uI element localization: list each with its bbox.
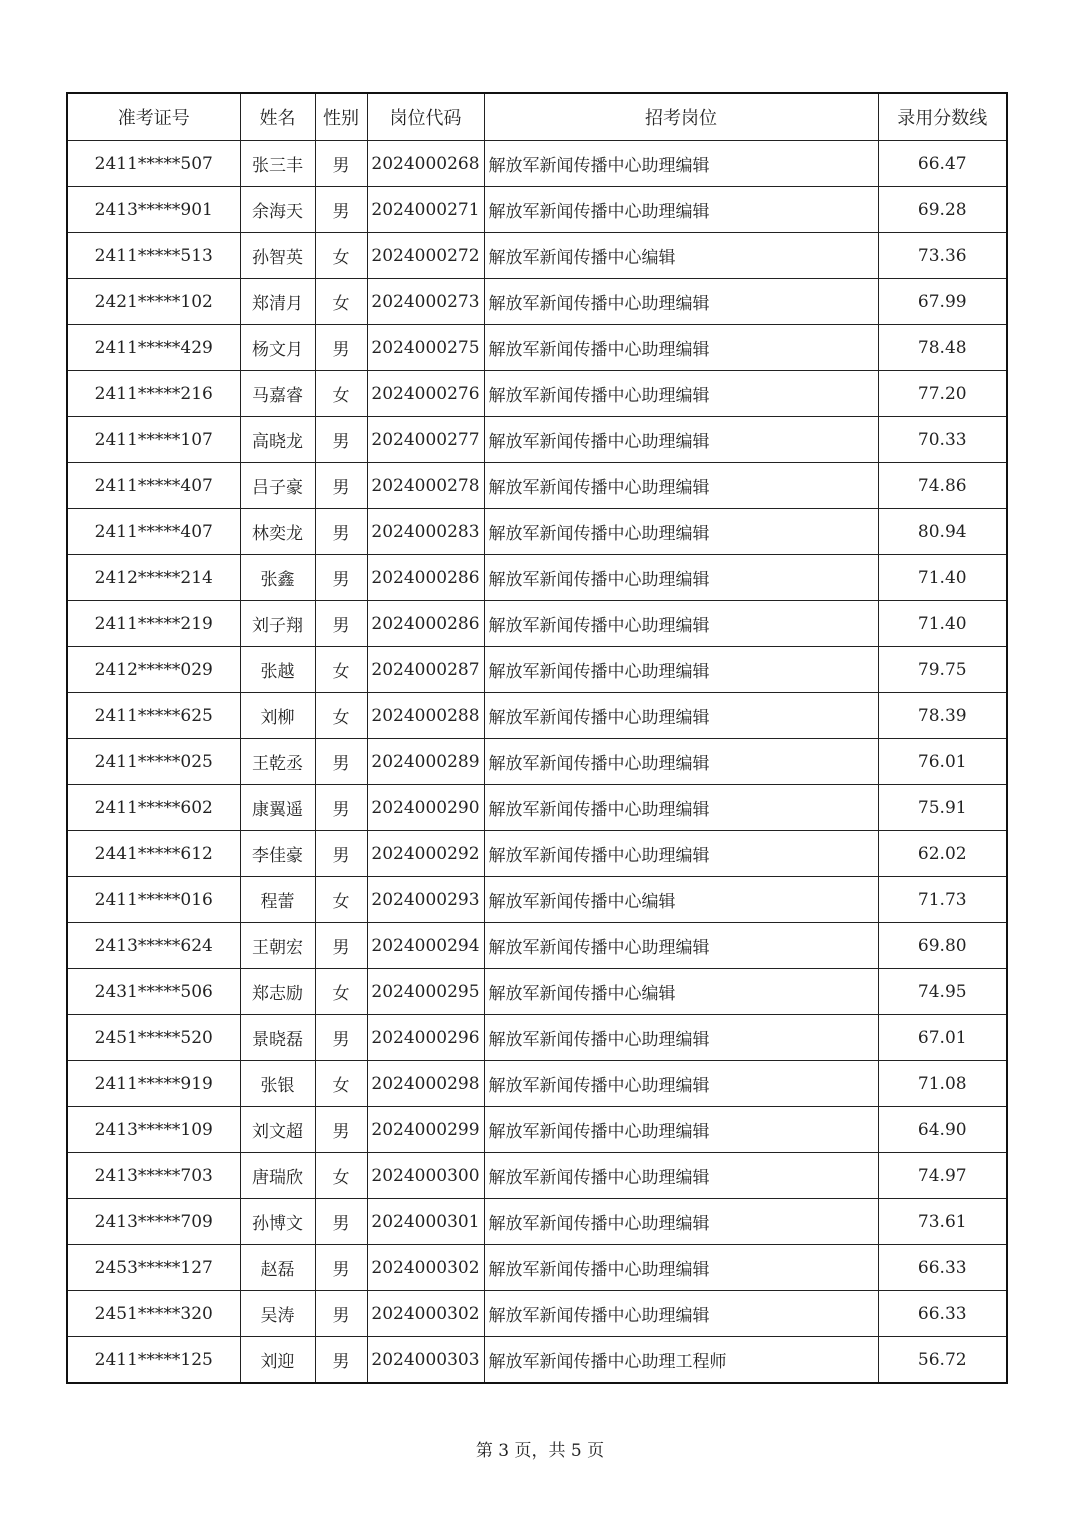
cell-exam-id: 2413*****901 [67, 187, 240, 233]
cell-exam-id: 2451*****520 [67, 1015, 240, 1061]
cell-position-code: 2024000289 [367, 739, 484, 785]
cell-name: 康翼遥 [240, 785, 315, 831]
cell-position: 解放军新闻传播中心助理编辑 [484, 1107, 878, 1153]
cell-position: 解放军新闻传播中心助理编辑 [484, 1245, 878, 1291]
cell-exam-id: 2411*****216 [67, 371, 240, 417]
cell-score: 56.72 [878, 1337, 1007, 1384]
cell-position-code: 2024000286 [367, 555, 484, 601]
cell-position-code: 2024000275 [367, 325, 484, 371]
cell-position: 解放军新闻传播中心助理编辑 [484, 1291, 878, 1337]
cell-position: 解放军新闻传播中心助理编辑 [484, 555, 878, 601]
cell-name: 马嘉睿 [240, 371, 315, 417]
table-body [67, 141, 1007, 1384]
cell-name: 吕子豪 [240, 463, 315, 509]
cell-position: 解放军新闻传播中心助理编辑 [484, 325, 878, 371]
cell-gender: 女 [315, 233, 367, 279]
cell-name: 郑志励 [240, 969, 315, 1015]
cell-gender: 女 [315, 877, 367, 923]
cell-exam-id: 2411*****602 [67, 785, 240, 831]
cell-exam-id: 2411*****125 [67, 1337, 240, 1384]
cell-score: 73.36 [878, 233, 1007, 279]
cell-gender: 男 [315, 417, 367, 463]
table-row [67, 279, 1007, 325]
cell-score: 69.80 [878, 923, 1007, 969]
results-table [66, 92, 1008, 1384]
table-row [67, 1015, 1007, 1061]
table-row [67, 1107, 1007, 1153]
cell-score: 78.48 [878, 325, 1007, 371]
cell-name: 李佳豪 [240, 831, 315, 877]
cell-exam-id: 2411*****625 [67, 693, 240, 739]
cell-gender: 男 [315, 785, 367, 831]
cell-exam-id: 2441*****612 [67, 831, 240, 877]
cell-exam-id: 2411*****219 [67, 601, 240, 647]
cell-name: 高晓龙 [240, 417, 315, 463]
cell-position-code: 2024000290 [367, 785, 484, 831]
table-header [67, 93, 1007, 141]
cell-gender: 男 [315, 739, 367, 785]
cell-position-code: 2024000288 [367, 693, 484, 739]
cell-position: 解放军新闻传播中心助理编辑 [484, 1061, 878, 1107]
cell-gender: 女 [315, 647, 367, 693]
table-row [67, 463, 1007, 509]
table-row [67, 969, 1007, 1015]
cell-exam-id: 2413*****709 [67, 1199, 240, 1245]
table-row [67, 1337, 1007, 1384]
cell-score: 71.40 [878, 601, 1007, 647]
cell-position: 解放军新闻传播中心助理编辑 [484, 1199, 878, 1245]
cell-position-code: 2024000292 [367, 831, 484, 877]
cell-gender: 男 [315, 1337, 367, 1384]
cell-name: 刘迎 [240, 1337, 315, 1384]
cell-gender: 男 [315, 831, 367, 877]
cell-name: 吴涛 [240, 1291, 315, 1337]
cell-position: 解放军新闻传播中心助理工程师 [484, 1337, 878, 1384]
table-row [67, 325, 1007, 371]
cell-exam-id: 2411*****919 [67, 1061, 240, 1107]
cell-gender: 女 [315, 371, 367, 417]
table-row [67, 509, 1007, 555]
table-row [67, 785, 1007, 831]
cell-gender: 男 [315, 601, 367, 647]
cell-position: 解放军新闻传播中心助理编辑 [484, 647, 878, 693]
cell-name: 张三丰 [240, 141, 315, 187]
cell-score: 64.90 [878, 1107, 1007, 1153]
cell-position: 解放军新闻传播中心助理编辑 [484, 739, 878, 785]
cell-name: 赵磊 [240, 1245, 315, 1291]
cell-exam-id: 2413*****109 [67, 1107, 240, 1153]
cell-exam-id: 2413*****703 [67, 1153, 240, 1199]
cell-position-code: 2024000271 [367, 187, 484, 233]
cell-gender: 男 [315, 1015, 367, 1061]
cell-gender: 男 [315, 1199, 367, 1245]
cell-exam-id: 2411*****407 [67, 463, 240, 509]
cell-name: 孙博文 [240, 1199, 315, 1245]
cell-position: 解放军新闻传播中心助理编辑 [484, 923, 878, 969]
table-row [67, 647, 1007, 693]
cell-name: 王乾丞 [240, 739, 315, 785]
table-row [67, 1153, 1007, 1199]
cell-position-code: 2024000277 [367, 417, 484, 463]
table-row [67, 693, 1007, 739]
cell-position: 解放军新闻传播中心助理编辑 [484, 187, 878, 233]
header-name: 姓名 [240, 93, 315, 141]
cell-position-code: 2024000286 [367, 601, 484, 647]
cell-gender: 男 [315, 1107, 367, 1153]
cell-position: 解放军新闻传播中心编辑 [484, 877, 878, 923]
cell-score: 74.97 [878, 1153, 1007, 1199]
table-row [67, 1199, 1007, 1245]
cell-score: 66.33 [878, 1245, 1007, 1291]
cell-position: 解放军新闻传播中心编辑 [484, 969, 878, 1015]
cell-position: 解放军新闻传播中心助理编辑 [484, 509, 878, 555]
cell-exam-id: 2431*****506 [67, 969, 240, 1015]
cell-position-code: 2024000283 [367, 509, 484, 555]
cell-position-code: 2024000299 [367, 1107, 484, 1153]
table-row [67, 923, 1007, 969]
table-row [67, 555, 1007, 601]
cell-position: 解放军新闻传播中心助理编辑 [484, 463, 878, 509]
cell-gender: 女 [315, 969, 367, 1015]
cell-score: 78.39 [878, 693, 1007, 739]
cell-score: 71.40 [878, 555, 1007, 601]
table-row [67, 1245, 1007, 1291]
cell-position: 解放军新闻传播中心助理编辑 [484, 693, 878, 739]
cell-name: 余海天 [240, 187, 315, 233]
cell-gender: 男 [315, 141, 367, 187]
cell-gender: 女 [315, 693, 367, 739]
cell-position-code: 2024000276 [367, 371, 484, 417]
cell-score: 75.91 [878, 785, 1007, 831]
cell-position: 解放军新闻传播中心助理编辑 [484, 141, 878, 187]
cell-score: 70.33 [878, 417, 1007, 463]
cell-position-code: 2024000300 [367, 1153, 484, 1199]
cell-exam-id: 2453*****127 [67, 1245, 240, 1291]
cell-name: 刘子翔 [240, 601, 315, 647]
cell-exam-id: 2411*****513 [67, 233, 240, 279]
cell-position-code: 2024000302 [367, 1291, 484, 1337]
cell-score: 66.47 [878, 141, 1007, 187]
cell-gender: 女 [315, 1061, 367, 1107]
cell-position-code: 2024000278 [367, 463, 484, 509]
cell-gender: 男 [315, 1291, 367, 1337]
header-position-code: 岗位代码 [367, 93, 484, 141]
cell-name: 孙智英 [240, 233, 315, 279]
cell-position-code: 2024000294 [367, 923, 484, 969]
cell-name: 刘文超 [240, 1107, 315, 1153]
cell-exam-id: 2411*****407 [67, 509, 240, 555]
cell-exam-id: 2411*****507 [67, 141, 240, 187]
cell-score: 66.33 [878, 1291, 1007, 1337]
cell-name: 唐瑞欣 [240, 1153, 315, 1199]
header-exam-id: 准考证号 [67, 93, 240, 141]
cell-score: 77.20 [878, 371, 1007, 417]
cell-gender: 男 [315, 509, 367, 555]
table-row [67, 877, 1007, 923]
cell-position-code: 2024000301 [367, 1199, 484, 1245]
cell-position-code: 2024000302 [367, 1245, 484, 1291]
header-position: 招考岗位 [484, 93, 878, 141]
table-row [67, 601, 1007, 647]
cell-position: 解放军新闻传播中心助理编辑 [484, 1153, 878, 1199]
cell-name: 程蕾 [240, 877, 315, 923]
cell-gender: 男 [315, 187, 367, 233]
cell-position: 解放军新闻传播中心助理编辑 [484, 831, 878, 877]
table-row [67, 187, 1007, 233]
header-gender: 性别 [315, 93, 367, 141]
table-row [67, 831, 1007, 877]
table-row [67, 141, 1007, 187]
table-row [67, 417, 1007, 463]
cell-exam-id: 2421*****102 [67, 279, 240, 325]
cell-name: 张银 [240, 1061, 315, 1107]
cell-position-code: 2024000268 [367, 141, 484, 187]
cell-gender: 男 [315, 325, 367, 371]
page-number: 第 3 页，共 5 页 [475, 1441, 605, 1461]
cell-position: 解放军新闻传播中心助理编辑 [484, 601, 878, 647]
cell-position: 解放军新闻传播中心助理编辑 [484, 785, 878, 831]
cell-gender: 男 [315, 923, 367, 969]
cell-position: 解放军新闻传播中心助理编辑 [484, 371, 878, 417]
cell-exam-id: 2451*****320 [67, 1291, 240, 1337]
cell-name: 张鑫 [240, 555, 315, 601]
cell-gender: 女 [315, 1153, 367, 1199]
cell-gender: 男 [315, 1245, 367, 1291]
header-score: 录用分数线 [878, 93, 1007, 141]
cell-position-code: 2024000296 [367, 1015, 484, 1061]
cell-exam-id: 2411*****025 [67, 739, 240, 785]
cell-position-code: 2024000272 [367, 233, 484, 279]
table-row [67, 1291, 1007, 1337]
table-row [67, 371, 1007, 417]
cell-exam-id: 2413*****624 [67, 923, 240, 969]
cell-name: 林奕龙 [240, 509, 315, 555]
cell-exam-id: 2411*****107 [67, 417, 240, 463]
cell-name: 王朝宏 [240, 923, 315, 969]
cell-gender: 男 [315, 463, 367, 509]
cell-position-code: 2024000273 [367, 279, 484, 325]
cell-exam-id: 2411*****429 [67, 325, 240, 371]
cell-position-code: 2024000303 [367, 1337, 484, 1384]
cell-score: 71.73 [878, 877, 1007, 923]
cell-gender: 男 [315, 555, 367, 601]
cell-score: 73.61 [878, 1199, 1007, 1245]
cell-exam-id: 2412*****029 [67, 647, 240, 693]
cell-score: 67.99 [878, 279, 1007, 325]
cell-score: 71.08 [878, 1061, 1007, 1107]
cell-position-code: 2024000293 [367, 877, 484, 923]
cell-position: 解放军新闻传播中心助理编辑 [484, 1015, 878, 1061]
cell-position-code: 2024000295 [367, 969, 484, 1015]
header-row [67, 93, 1007, 141]
cell-score: 74.95 [878, 969, 1007, 1015]
cell-exam-id: 2411*****016 [67, 877, 240, 923]
cell-name: 杨文月 [240, 325, 315, 371]
cell-score: 79.75 [878, 647, 1007, 693]
cell-score: 62.02 [878, 831, 1007, 877]
cell-name: 郑清月 [240, 279, 315, 325]
cell-exam-id: 2412*****214 [67, 555, 240, 601]
cell-score: 69.28 [878, 187, 1007, 233]
table-row [67, 1061, 1007, 1107]
cell-name: 景晓磊 [240, 1015, 315, 1061]
cell-position: 解放军新闻传播中心助理编辑 [484, 279, 878, 325]
cell-score: 74.86 [878, 463, 1007, 509]
cell-score: 67.01 [878, 1015, 1007, 1061]
cell-position-code: 2024000287 [367, 647, 484, 693]
cell-gender: 女 [315, 279, 367, 325]
table-row [67, 739, 1007, 785]
cell-position: 解放军新闻传播中心助理编辑 [484, 417, 878, 463]
cell-score: 76.01 [878, 739, 1007, 785]
cell-name: 刘柳 [240, 693, 315, 739]
table-row [67, 233, 1007, 279]
cell-name: 张越 [240, 647, 315, 693]
cell-score: 80.94 [878, 509, 1007, 555]
cell-position-code: 2024000298 [367, 1061, 484, 1107]
cell-position: 解放军新闻传播中心编辑 [484, 233, 878, 279]
